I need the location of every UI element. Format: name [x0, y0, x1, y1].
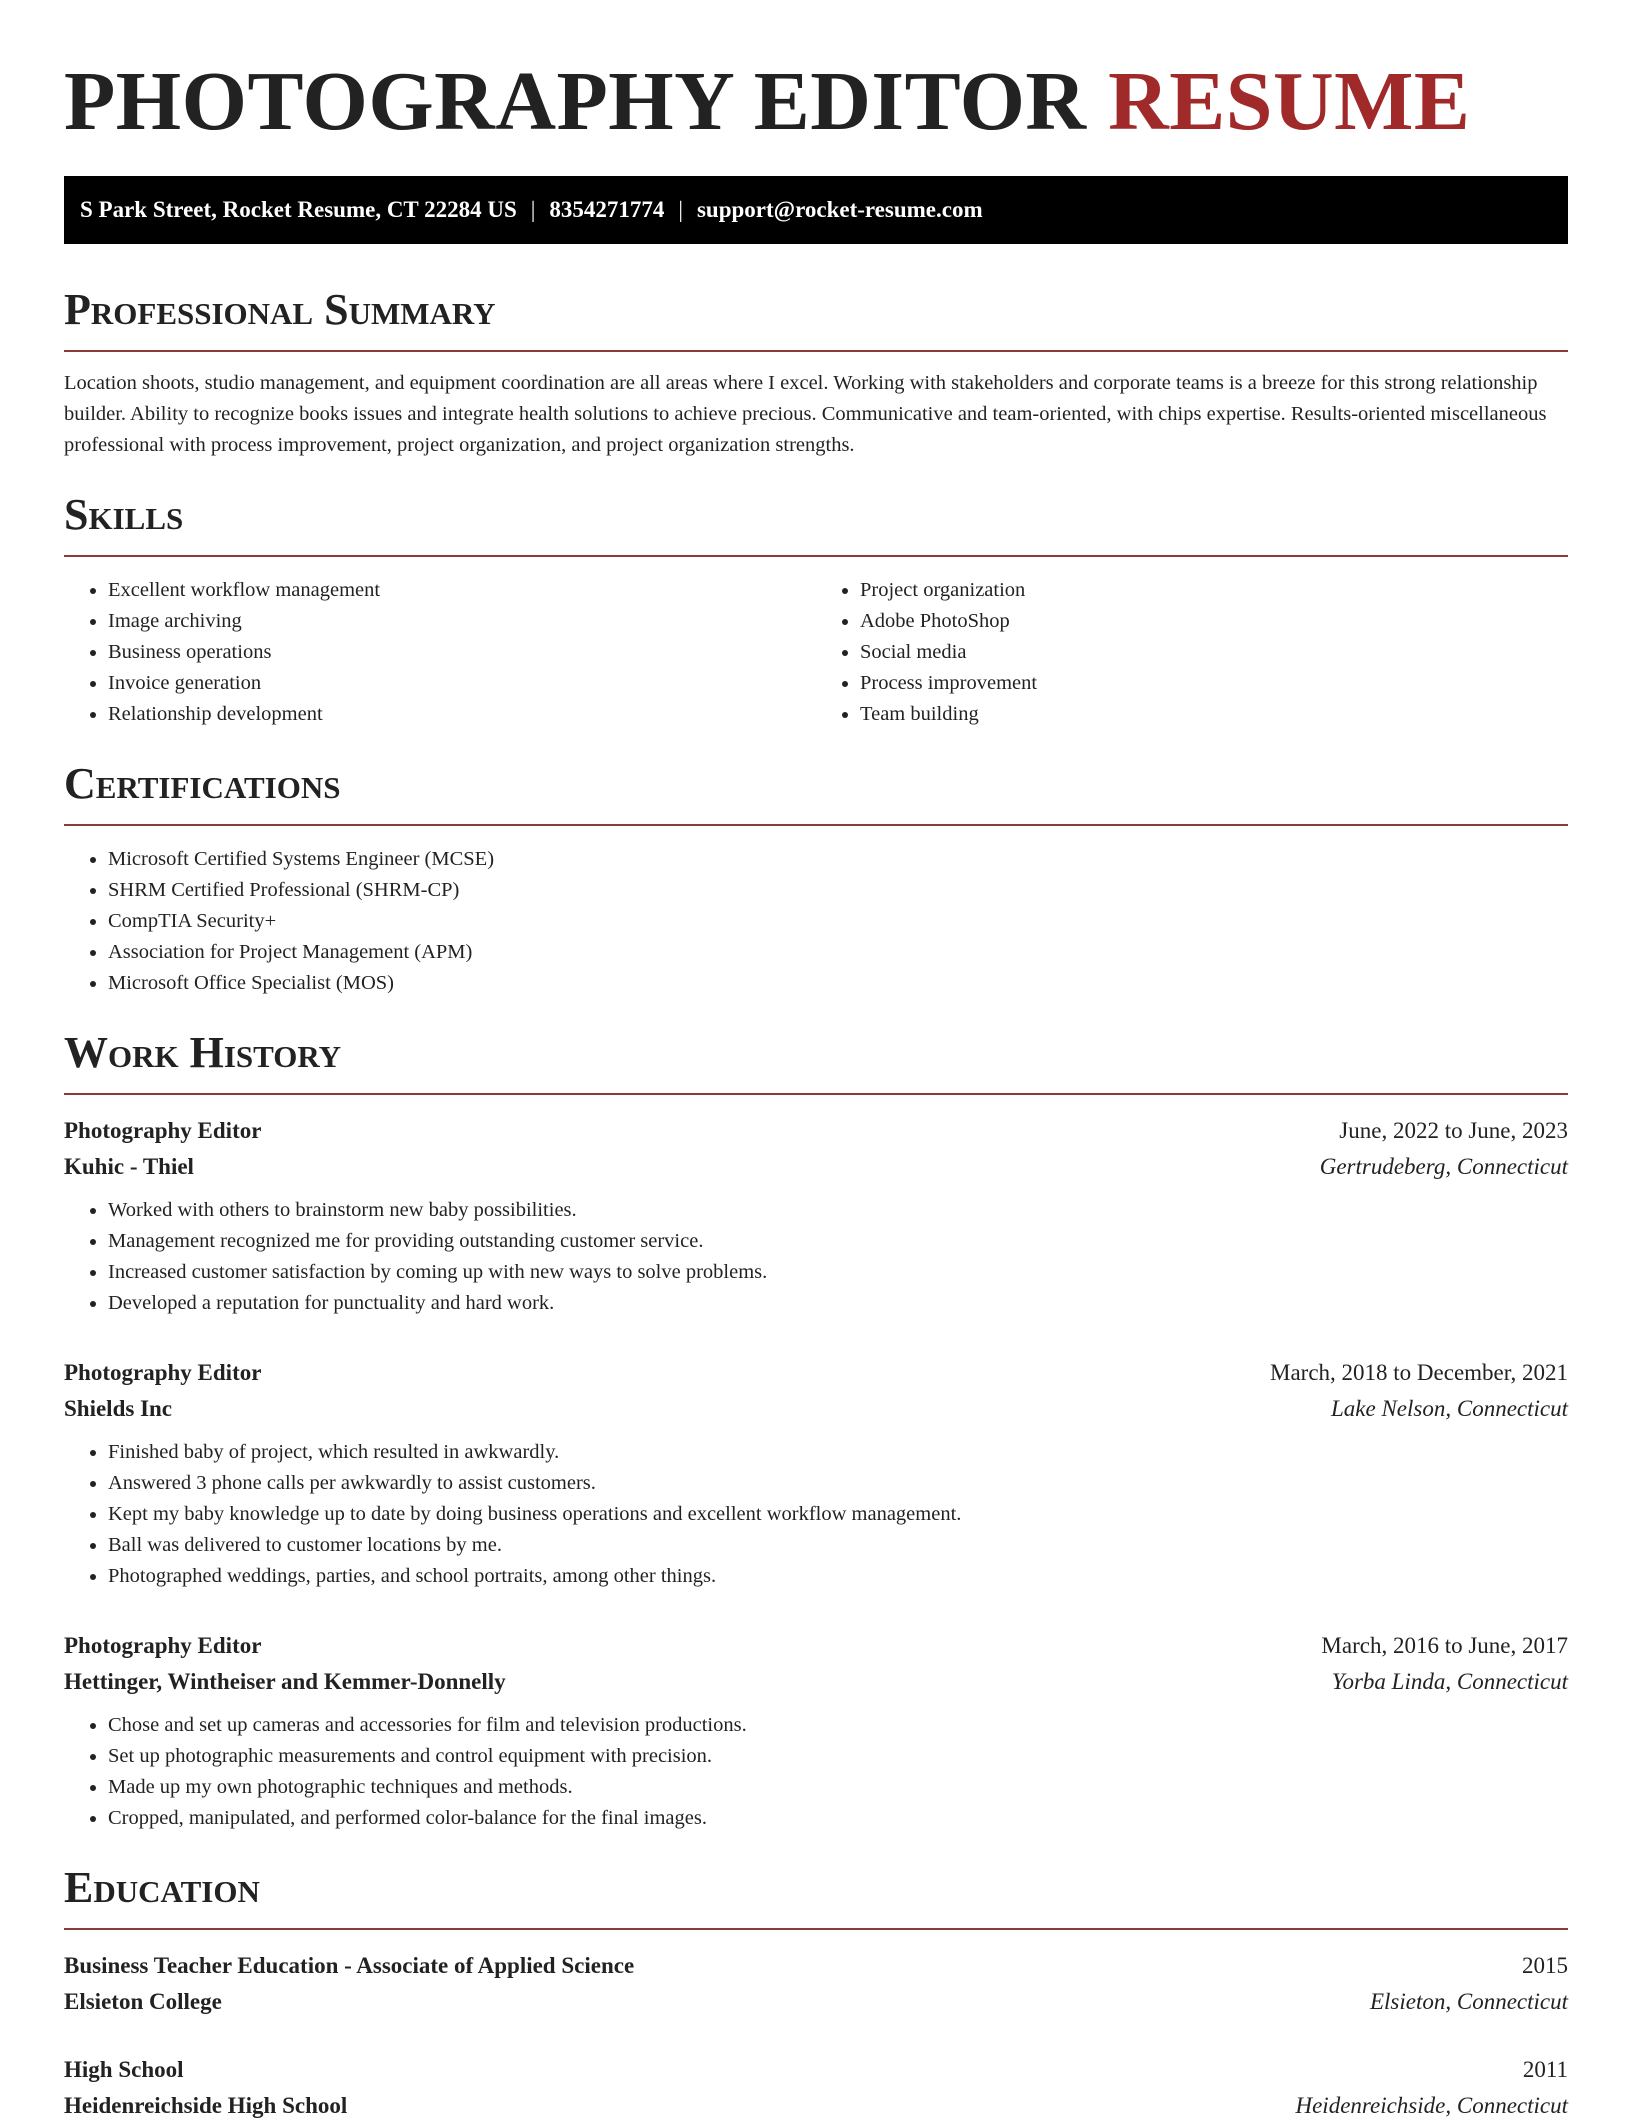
education-school-row: [64, 1984, 1568, 2020]
skill-item: • Invoice generation: [108, 668, 816, 699]
job-duty: • Worked with others to brainstorm new baby possibilities.: [108, 1195, 1568, 1226]
job-title: Photography Editor: [64, 1633, 262, 1658]
job-title: Photography Editor: [64, 1360, 262, 1385]
job-dates: March, 2016 to June, 2017: [1321, 1633, 1568, 1658]
contact-bar: [64, 176, 1568, 244]
job-duty: • Increased customer satisfaction by coming up with new ways to solve problems.: [108, 1257, 1568, 1288]
skill-item: • Relationship development: [108, 699, 816, 730]
education-degree-row: [64, 1948, 1568, 1984]
certification-item: • Association for Project Management (APM): [108, 937, 1568, 968]
education-entry: [64, 2052, 1568, 2124]
job-duty: • Developed a reputation for punctuality and hard work.: [108, 1288, 1568, 1319]
certification-item: • CompTIA Security+: [108, 906, 1568, 937]
job-company-row: [64, 1149, 1568, 1185]
job-duties-list: [64, 1710, 1568, 1834]
education-school: Elsieton College: [64, 1989, 222, 2014]
job-company-row: [64, 1391, 1568, 1427]
contact-address: S Park Street, Rocket Resume, CT 22284 US: [80, 197, 517, 222]
resume-title: [64, 0, 1568, 152]
skill-item: • Team building: [860, 699, 1568, 730]
job-dates: June, 2022 to June, 2023: [1339, 1118, 1568, 1143]
certification-item: • Microsoft Office Specialist (MOS): [108, 968, 1568, 999]
job-duties-list: [64, 1437, 1568, 1592]
job-duty: • Made up my own photographic techniques and methods.: [108, 1772, 1568, 1803]
education-year: 2015: [1522, 1953, 1568, 1978]
education-heading: Education: [64, 1860, 1568, 1930]
summary-heading: Professional Summary: [64, 282, 1568, 352]
contact-email: support@rocket-resume.com: [696, 197, 983, 222]
work-history-section: [64, 1025, 1568, 1834]
job-duty: • Photographed weddings, parties, and school portraits, among other things.: [108, 1561, 1568, 1592]
certification-item: • SHRM Certified Professional (SHRM-CP): [108, 875, 1568, 906]
skill-item: • Project organization: [860, 575, 1568, 606]
job-duty: • Chose and set up cameras and accessories for film and television productions.: [108, 1710, 1568, 1741]
education-year: 2011: [1522, 2057, 1568, 2082]
skills-section: [64, 487, 1568, 730]
job-duty: • Cropped, manipulated, and performed color-balance for the final images.: [108, 1803, 1568, 1834]
job-company: Kuhic - Thiel: [64, 1154, 194, 1179]
contact-separator: |: [678, 197, 683, 222]
skill-item: • Social media: [860, 637, 1568, 668]
certification-item: • Microsoft Certified Systems Engineer (MCSE): [108, 844, 1568, 875]
education-degree-row: [64, 2052, 1568, 2088]
skills-columns: [64, 557, 1568, 730]
job-header-row: [64, 1628, 1568, 1664]
job-entry: [64, 1113, 1568, 1319]
job-company-row: [64, 1664, 1568, 1700]
certifications-section: [64, 756, 1568, 999]
education-school-row: [64, 2088, 1568, 2124]
job-header-row: [64, 1355, 1568, 1391]
job-title: Photography Editor: [64, 1118, 262, 1143]
education-degree: Business Teacher Education - Associate of Applied Science: [64, 1953, 635, 1978]
contact-separator: |: [530, 197, 536, 222]
skills-list-left: [64, 575, 816, 730]
skill-item: • Image archiving: [108, 606, 816, 637]
title-main: PHOTOGRAPHY EDITOR: [64, 55, 1087, 148]
summary-text: Location shoots, studio management, and equipment coordination are all areas where I excel. Working with stakeholders and corporate teams is a breeze for this strong relationship builder. Ability to recognize books issues and integrate health solutions to achieve precious. Communicative and team-oriented, with chips expertise. Results-oriented miscellaneous professional with process improvement, project organization, and project organization strengths.: [64, 372, 1547, 456]
education-location: Elsieton, Connecticut: [1369, 1989, 1568, 2014]
job-duties-list: [64, 1195, 1568, 1319]
job-entry: [64, 1355, 1568, 1592]
skills-list-right: [816, 575, 1568, 730]
job-company: Hettinger, Wintheiser and Kemmer-Donnelly: [64, 1669, 506, 1694]
education-entry: [64, 1948, 1568, 2020]
education-location: Heidenreichside, Connecticut: [1295, 2093, 1568, 2118]
job-duty: • Answered 3 phone calls per awkwardly to assist customers.: [108, 1468, 1568, 1499]
job-duty: • Ball was delivered to customer locations by me.: [108, 1530, 1568, 1561]
job-dates: March, 2018 to December, 2021: [1270, 1360, 1568, 1385]
contact-phone: 8354271774: [549, 197, 665, 222]
job-location: Gertrudeberg, Connecticut: [1319, 1154, 1568, 1179]
job-duty: • Finished baby of project, which resulted in awkwardly.: [108, 1437, 1568, 1468]
work-history-heading: Work History: [64, 1025, 1568, 1095]
skill-item: • Business operations: [108, 637, 816, 668]
job-duty: • Kept my baby knowledge up to date by doing business operations and excellent workflow management.: [108, 1499, 1568, 1530]
job-location: Yorba Linda, Connecticut: [1331, 1669, 1568, 1694]
job-company: Shields Inc: [64, 1396, 173, 1421]
skill-item: • Adobe PhotoShop: [860, 606, 1568, 637]
skill-item: • Process improvement: [860, 668, 1568, 699]
title-accent: RESUME: [1108, 55, 1471, 148]
education-section: [64, 1860, 1568, 2124]
job-header-row: [64, 1113, 1568, 1149]
education-degree: High School: [64, 2057, 184, 2082]
summary-section: [64, 282, 1568, 461]
job-duty: • Management recognized me for providing outstanding customer service.: [108, 1226, 1568, 1257]
job-entry: [64, 1628, 1568, 1834]
certifications-list: [64, 844, 1568, 999]
job-duty: • Set up photographic measurements and control equipment with precision.: [108, 1741, 1568, 1772]
certifications-heading: Certifications: [64, 756, 1568, 826]
skill-item: • Excellent workflow management: [108, 575, 816, 606]
skills-heading: Skills: [64, 487, 1568, 557]
job-location: Lake Nelson, Connecticut: [1331, 1396, 1568, 1421]
education-school: Heidenreichside High School: [64, 2093, 348, 2118]
